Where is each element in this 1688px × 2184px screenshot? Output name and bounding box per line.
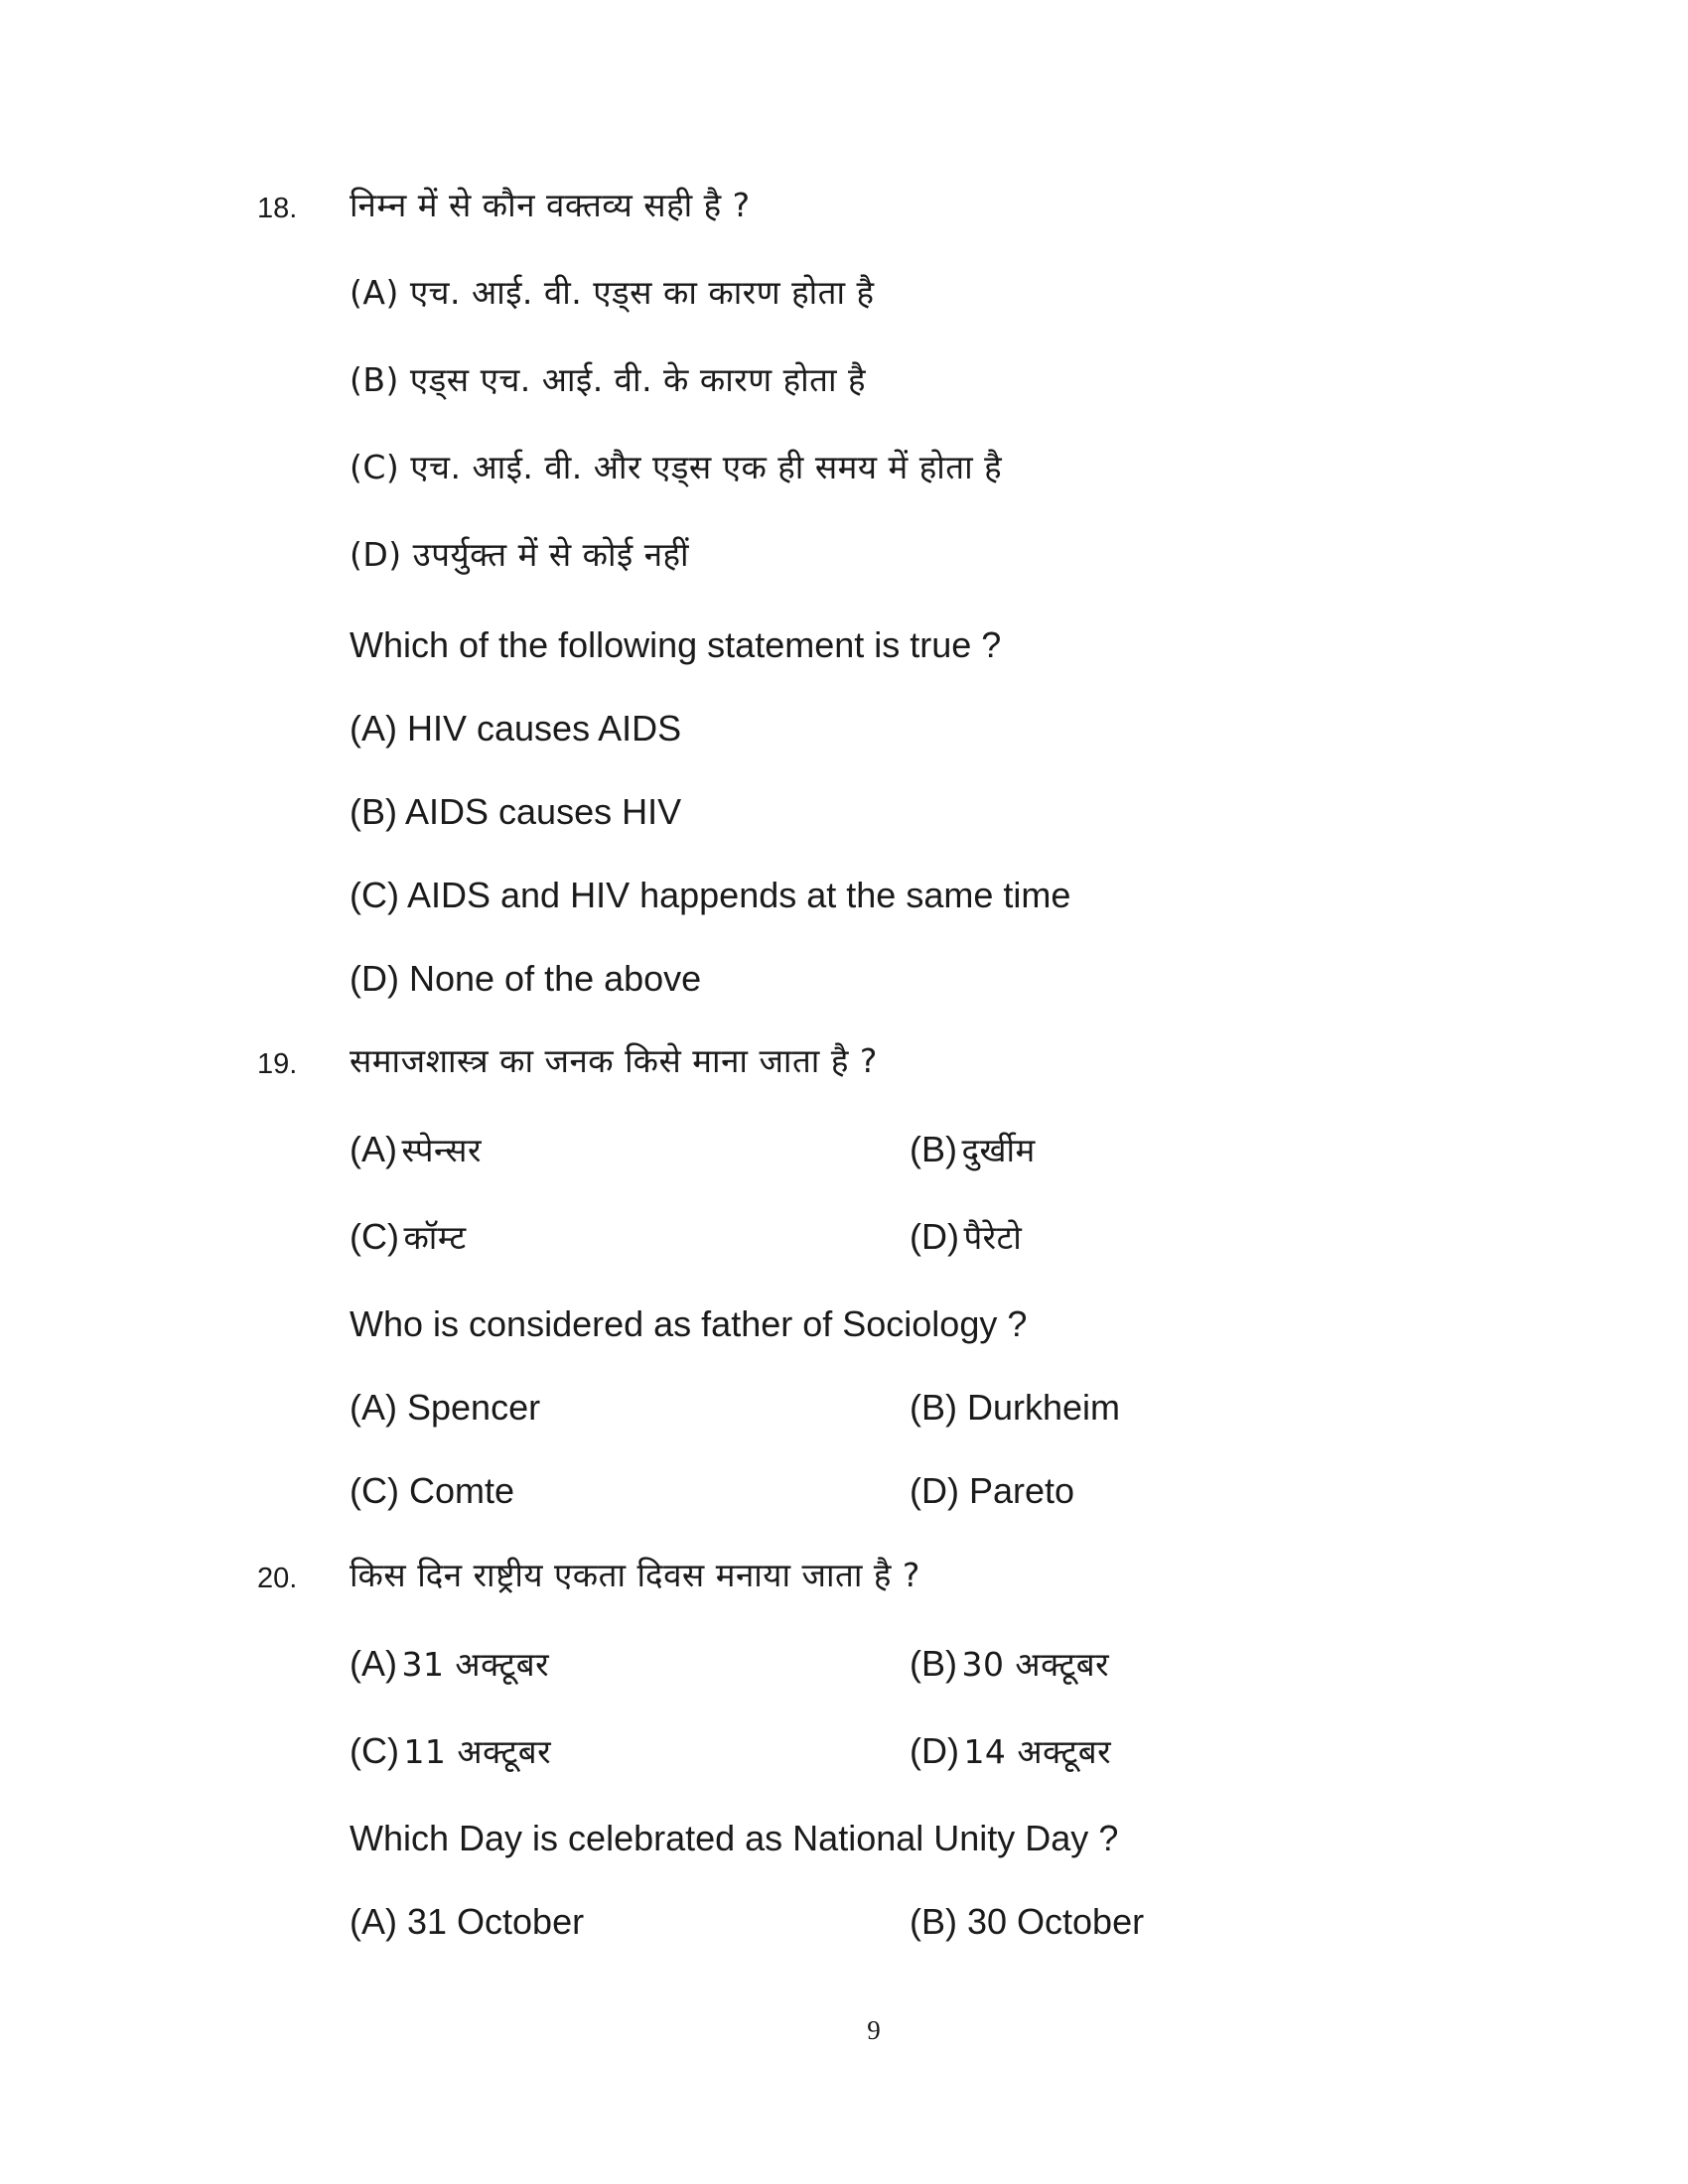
option-text: 11 अक्टूबर <box>403 1732 552 1771</box>
option-hindi <box>910 1643 1110 1684</box>
option-hindi <box>910 1216 1023 1257</box>
option-text: 30 अक्टूबर <box>961 1645 1110 1684</box>
option-english: (D) None of the above <box>350 958 702 999</box>
option-label: (D) <box>910 1730 959 1771</box>
option-hindi <box>910 1129 1036 1169</box>
option-label: (C) <box>350 1216 399 1257</box>
option-hindi: (A) एच. आई. वी. एड्स का कारण होता है <box>350 273 875 312</box>
option-english: (C) AIDS and HIV happends at the same time <box>350 875 1071 915</box>
option-english: (B) 30 October <box>910 1901 1145 1942</box>
option-hindi: (D) उपर्युक्त में से कोई नहीं <box>350 535 690 574</box>
option-english: (C) Comte <box>350 1470 515 1511</box>
option-english: (D) Pareto <box>910 1470 1075 1511</box>
option-hindi <box>350 1129 482 1169</box>
option-hindi: (C) एच. आई. वी. और एड्स एक ही समय में होता है <box>350 448 1003 486</box>
option-label: (B) <box>910 1129 957 1169</box>
option-english: (B) AIDS causes HIV <box>350 791 682 832</box>
question-text-hindi: किस दिन राष्ट्रीय एकता दिवस मनाया जाता है ? <box>350 1556 920 1594</box>
option-text: 14 अक्टूबर <box>963 1732 1112 1771</box>
option-hindi: (B) एड्स एच. आई. वी. के कारण होता है <box>350 360 867 399</box>
page-number: 9 <box>867 2015 881 2045</box>
option-hindi <box>350 1216 467 1257</box>
option-label: (A) <box>350 1643 397 1684</box>
option-text: दुर्खीम <box>961 1131 1036 1169</box>
question-text-hindi: समाजशास्त्र का जनक किसे माना जाता है ? <box>350 1041 878 1080</box>
question-number: 18. <box>257 193 298 224</box>
question-text-english: Which Day is celebrated as National Unity Day ? <box>350 1818 1119 1858</box>
option-label: (C) <box>350 1730 399 1771</box>
option-hindi <box>350 1730 552 1771</box>
option-label: (A) <box>350 1129 397 1169</box>
question-text-english: Which of the following statement is true ? <box>350 624 1002 665</box>
question-number: 19. <box>257 1048 298 1080</box>
option-label: (B) <box>910 1643 957 1684</box>
option-text: पैरेटो <box>963 1218 1023 1257</box>
option-english: (A) 31 October <box>350 1901 585 1942</box>
option-english: (A) Spencer <box>350 1387 541 1428</box>
option-english: (A) HIV causes AIDS <box>350 708 682 749</box>
option-label: (D) <box>910 1216 959 1257</box>
question-text-hindi: निम्न में से कौन वक्तव्य सही है ? <box>350 186 751 224</box>
option-english: (B) Durkheim <box>910 1387 1121 1428</box>
question-text-english: Who is considered as father of Sociology ? <box>350 1303 1028 1344</box>
question-number: 20. <box>257 1563 298 1594</box>
option-hindi <box>350 1643 550 1684</box>
option-hindi <box>910 1730 1112 1771</box>
option-text: कॉम्ट <box>403 1218 467 1257</box>
option-text: 31 अक्टूबर <box>401 1645 550 1684</box>
option-text: स्पेन्सर <box>401 1131 482 1169</box>
